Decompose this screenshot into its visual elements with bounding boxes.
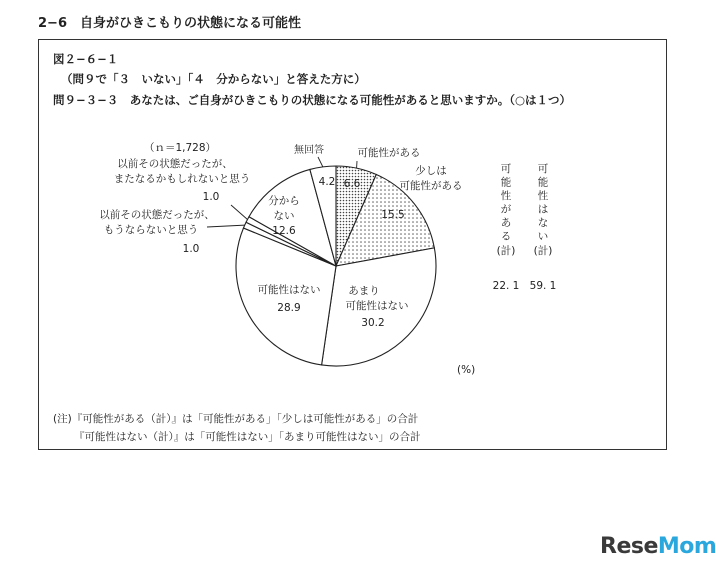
- slice-value: 4.2: [318, 176, 336, 188]
- pie-chart: [39, 40, 668, 451]
- slice-label: またなるかもしれないと思う: [113, 173, 251, 185]
- leader-line: [318, 157, 323, 167]
- slice-label: 無回答: [294, 145, 324, 156]
- summary-label-char: 可: [537, 163, 549, 175]
- summary-value: 59. 1: [529, 280, 557, 292]
- summary-sub-label: (計): [496, 245, 516, 257]
- figure-panel: [38, 39, 667, 450]
- slice-label: あまり: [348, 285, 380, 297]
- slice-value: 6.6: [343, 178, 361, 190]
- slice-value: 30.2: [361, 317, 385, 329]
- slice-label: 可能性がある: [399, 180, 463, 192]
- question-condition: （問９で「３ いない」「４ 分からない」と答えた方に）: [61, 72, 366, 86]
- slice-label: ない: [273, 210, 295, 222]
- question-text: 問９−３−３ あなたは、ご自身がひきこもりの状態になる可能性があると思いますか。（○は１つ）: [53, 93, 572, 107]
- summary-label-char: 性: [500, 190, 512, 202]
- summary-label-char: る: [500, 230, 512, 243]
- summary-label-char: 能: [500, 176, 512, 189]
- note-line-2: 『可能性はない（計）』は「可能性はない」「あまり可能性はない」の合計: [74, 431, 421, 443]
- slice-label: 可能性はない: [345, 300, 409, 312]
- logo-text-left: Rese: [600, 534, 658, 559]
- leader-line: [207, 225, 245, 227]
- summary-label-char: あ: [500, 217, 512, 229]
- sample-size-label: （ｎ＝1,728）: [143, 142, 217, 154]
- slice-value: 12.6: [272, 225, 296, 237]
- summary-sub-label: (計): [533, 245, 553, 257]
- percent-unit: (%): [457, 364, 476, 376]
- slice-label: 可能性がある: [357, 147, 421, 159]
- summary-label-char: 性: [537, 190, 549, 202]
- leader-line: [231, 205, 247, 219]
- summary-label-char: な: [537, 217, 549, 229]
- summary-label-char: 可: [500, 163, 512, 175]
- figure-label: 図２−６−１: [53, 52, 119, 66]
- summary-value: 22. 1: [492, 280, 520, 292]
- slice-value: 1.0: [202, 191, 220, 203]
- summary-label-char: 能: [537, 176, 549, 189]
- logo-text-right: Mom: [657, 534, 716, 559]
- slice-label: 可能性はない: [257, 284, 321, 296]
- slice-label: 以前その状態だったが、: [99, 209, 215, 221]
- note-line-1: (注)『可能性がある（計）』は「可能性がある」「少しは可能性がある」の合計: [53, 413, 419, 425]
- resemom-logo: [600, 534, 716, 559]
- slice-value: 1.0: [182, 243, 200, 255]
- slice-value: 28.9: [277, 302, 301, 314]
- slice-label: 以前その状態だったが、: [117, 158, 233, 170]
- slice-label: もうならないと思う: [103, 224, 199, 236]
- summary-label-char: い: [537, 230, 549, 243]
- slice-label: 分から: [268, 195, 300, 207]
- slice-value: 15.5: [381, 209, 405, 221]
- summary-label-char: は: [537, 203, 549, 216]
- summary-label-char: が: [500, 203, 512, 216]
- slice-label: 少しは: [415, 165, 447, 177]
- section-title: 2−6 自身がひきこもりの状態になる可能性: [38, 16, 301, 31]
